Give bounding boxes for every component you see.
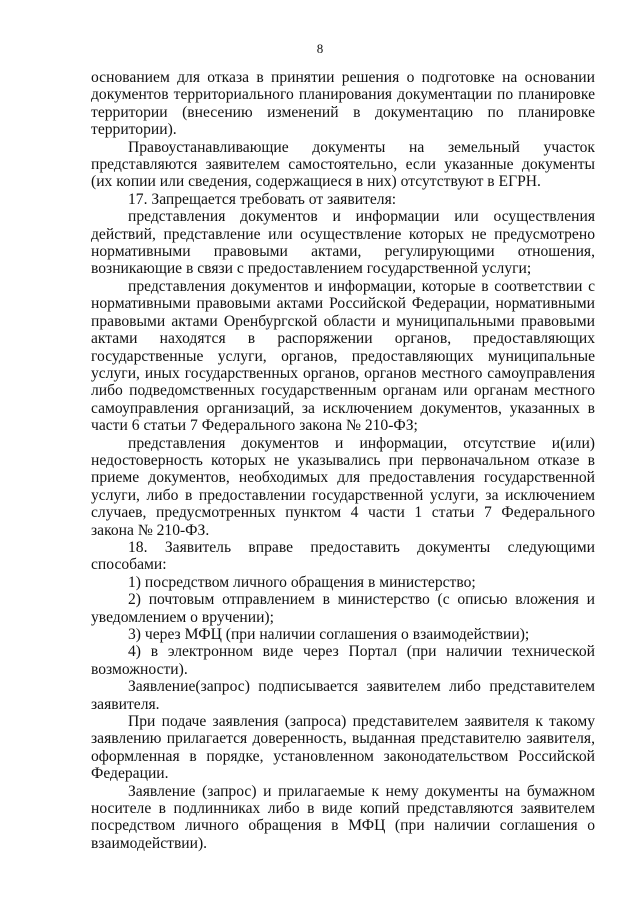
paragraph: Заявление (запрос) и прилагаемые к нему документы на бумажном носителе в подлинниках либо в виде копий представляются заявителем посредством личного обращения в МФЦ (при наличии соглашения о взаимодействии).: [91, 782, 595, 852]
paragraph: Заявление(запрос) подписывается заявителем либо представителем заявителя.: [91, 678, 595, 713]
paragraph: Правоустанавливающие документы на земельный участок представляются заявителем самостоятельно, если указанные документы (их копии или сведения, содержащиеся в них) отсутствуют в ЕГРН.: [91, 138, 595, 191]
paragraph: представления документов и информации, которые в соответствии с нормативными правовыми актами Российской Федерации, нормативными правовыми актами Оренбургской области и муниципальными правовыми актами находятся в распоряжении органов, предоставляющих государственные услуги, органов, предоставляющих муниципальные услуги, иных государственных органов, органов местного самоуправления либо подведомственных государственным органам или органам местного самоуправления организаций, за исключением документов, указанных в части 6 статьи 7 Федерального закона № 210-ФЗ;: [91, 277, 595, 435]
document-body: [91, 69, 595, 852]
list-item: 1) посредством личного обращения в министерство;: [128, 573, 476, 591]
list-item: 2) почтовым отправлением в министерство (с описью вложения и уведомлением о вручении);: [91, 591, 595, 626]
paragraph: представления документов и информации, отсутствие и(или) недостоверность которых не указывались при первоначальном отказе в приеме документов, необходимых для предоставления государственной услуги, либо в предоставлении государственной услуги, за исключением случаев, предусмотренных пунктом 4 части 1 статьи 7 Федерального закона № 210-ФЗ.: [91, 434, 595, 539]
list-item: 3) через МФЦ (при наличии соглашения о взаимодействии);: [128, 626, 530, 643]
paragraph: основанием для отказа в принятии решения о подготовке на основании документов территориального планирования документации по планировке территории (внесению изменений в документацию по планировке территории).: [91, 69, 595, 139]
list-item: 4) в электронном виде через Портал (при наличии технической возможности).: [91, 643, 595, 678]
section-heading-17: 17. Запрещается требовать от заявителя:: [128, 190, 397, 208]
paragraph: При подаче заявления (запроса) представителем заявителя к такому заявлению прилагается доверенность, выданная представителю заявителя, оформленная в порядке, установленном законодательством Российской Федерации.: [91, 713, 595, 783]
section-heading-18: 18. Заявитель вправе предоставить документы следующими способами:: [91, 538, 595, 574]
page-number: 8: [316, 41, 324, 56]
paragraph: представления документов и информации или осуществления действий, представление или осуществление которых не предусмотрено нормативными правовыми актами, регулирующими отношения, возникающие в связи с предоставлением государственной услуги;: [91, 208, 595, 278]
